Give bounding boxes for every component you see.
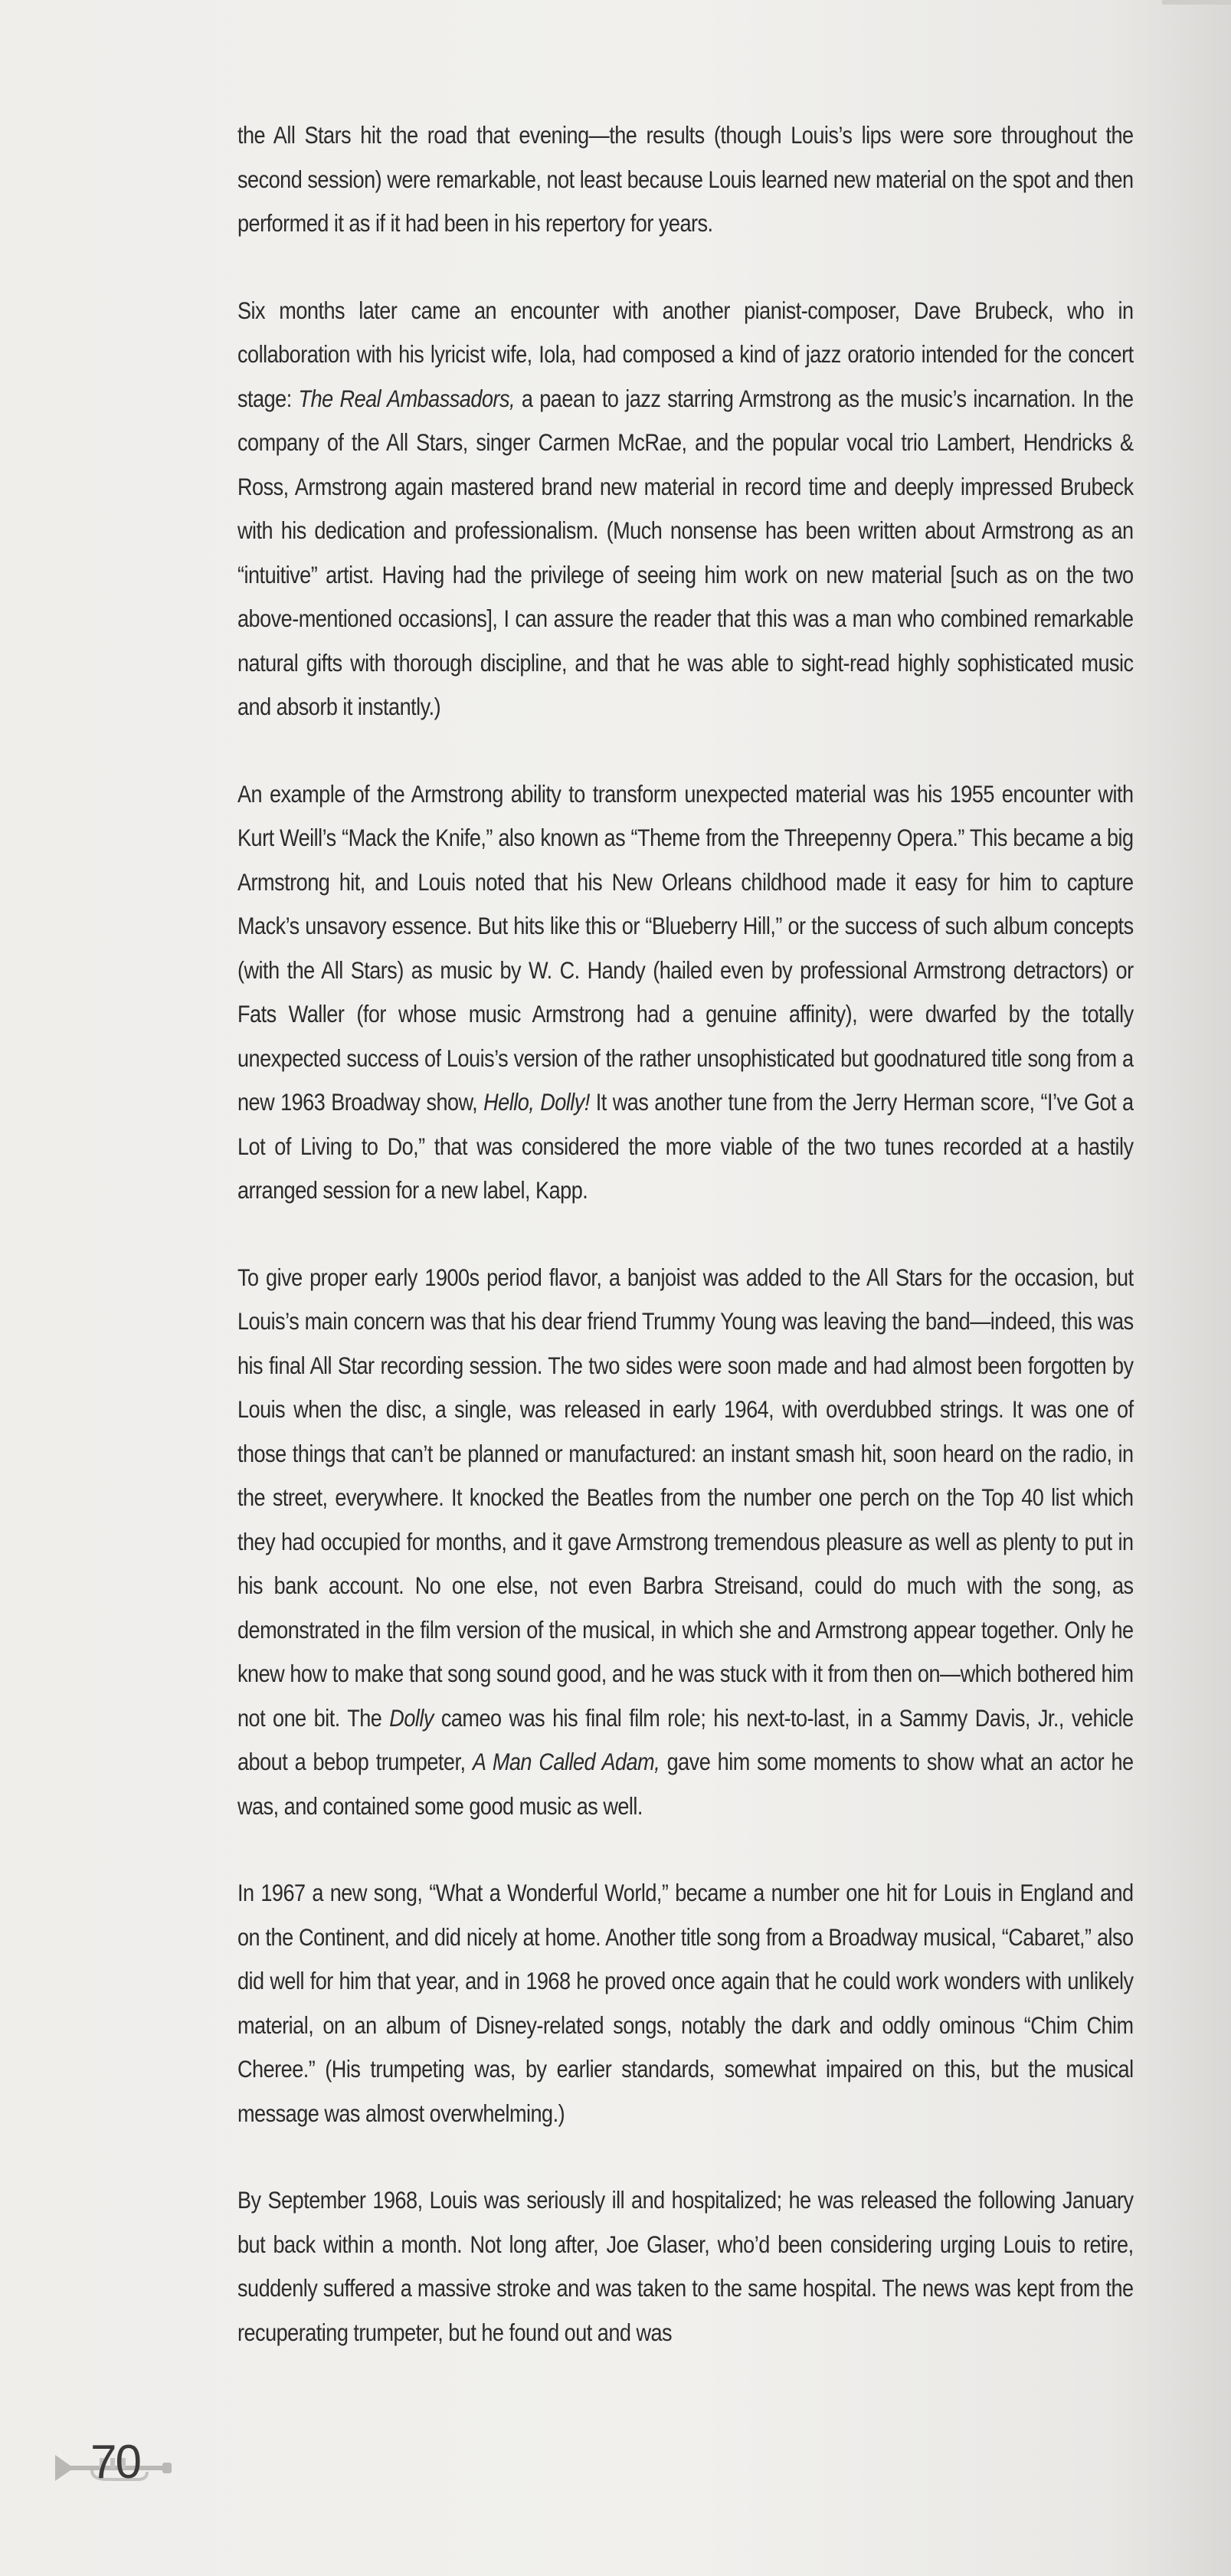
text-run: the All Stars hit the road that evening—the results (though Louis’s lips were sore throughout the second session) were remarkable, not least because Louis learned new material on the spot and then performed it as if it had been in his repertory for years. — [237, 121, 1134, 237]
body-text — [237, 113, 1134, 2355]
paragraph — [237, 2178, 1134, 2355]
paragraph — [237, 1256, 1134, 1829]
page-number: 70 — [90, 2436, 140, 2489]
text-run: An example of the Armstrong ability to transform unexpected material was his 1955 encounter with Kurt Weill’s “Mack the Knife,” also known as “Theme from the Threepenny Opera.” This became a big Armstrong hit, and Louis noted that his New Orleans childhood made it easy for him to capture Mack’s unsavory essence. But hits like this or “Blueberry Hill,” or the success of such album concepts (with the All Stars) as music by W. C. Handy (hailed even by professional Armstrong detractors) or Fats Waller (for whose music Armstrong had a genuine affinity), were dwarfed by the totally unexpected success of Louis’s version of the rather unsophisticated but goodnatured title song from a new 1963 Broadway show, — [237, 779, 1134, 1116]
paragraph — [237, 772, 1134, 1213]
italic-title: Hello, Dolly! — [483, 1088, 590, 1116]
text-run: By September 1968, Louis was seriously ill and hospitalized; he was released the following January but back within a month. Not long after, Joe Glaser, who’d been considering urging Louis to retire, suddenly suffered a massive stroke and was taken to the same hospital. The news was kept from the recuperating trumpeter, but he found out and was — [237, 2186, 1134, 2346]
text-run: In 1967 a new song, “What a Wonderful World,” became a number one hit for Louis in England and on the Continent, and did nicely at home. Another title song from a Broadway musical, “Cabaret,” also did well for him that year, and in 1968 he proved once again that he could work wonders with unlikely material, on an album of Disney-related songs, notably the dark and oddly ominous “Chim Chim Cheree.” (His trumpeting was, by earlier standards, somewhat impaired on this, but the musical message was almost overwhelming.) — [237, 1879, 1134, 2127]
text-run: cameo was his final film role; his next-to-last, in a Sammy Davis, Jr., vehicle about a bebop trumpeter, — [237, 1703, 1134, 1775]
text-run: a paean to jazz starring Armstrong as the music’s incarnation. In the company of the All Stars, singer Carmen McRae, and the popular vocal trio Lambert, Hendricks & Ross, Armstrong again mastered brand new material in record time and deeply impressed Brubeck with his dedication and professionalism. (Much nonsense has been written about Armstrong as an “intuitive” artist. Having had the privilege of seeing him work on new material [such as on the two above-mentioned occasions], I can assure the reader that this was a man who combined remarkable natural gifts with thorough discipline, and that he was able to sight-read highly sophisticated music and absorb it instantly.) — [237, 384, 1134, 720]
paragraph — [237, 1871, 1134, 2135]
text-run: It was another tune from the Jerry Herman score, “I’ve Got a Lot of Living to Do,” that was considered the more viable of the two tunes recorded at a hastily arranged session for a new label, Kapp. — [237, 1088, 1134, 1204]
italic-title: The Real Ambassadors, — [298, 384, 515, 412]
paragraph — [237, 113, 1134, 246]
text-run: gave him some moments to show what an actor he was, and contained some good music as well. — [237, 1748, 1134, 1820]
text-run: Six months later came an encounter with another pianist-composer, Dave Brubeck, who in collaboration with his lyricist wife, Iola, had composed a kind of jazz oratorio intended for the concert stage: — [237, 296, 1134, 412]
paragraph — [237, 289, 1134, 729]
text-run: To give proper early 1900s period flavor, a banjoist was added to the All Stars for the occasion, but Louis’s main concern was that his dear friend Trummy Young was leaving the band—indeed, this was his final All Star recording session. The two sides were soon made and had almost been forgotten by Louis when the disc, a single, was released in early 1964, with overdubbed strings. It was one of those things that can’t be planned or manufactured: an instant smash hit, soon heard on the radio, in the street, everywhere. It knocked the Beatles from the number one perch on the Top 40 list which they had occupied for months, and it gave Armstrong tremendous pleasure as well as plenty to put in his bank account. No one else, not even Barbra Streisand, could do much with the song, as demonstrated in the film version of the musical, in which she and Armstrong appear together. Only he knew how to make that song sound good, and he was stuck with it from then on—which bothered him not one bit. The — [237, 1263, 1134, 1732]
italic-title: A Man Called Adam, — [472, 1748, 660, 1775]
page-edge — [1162, 0, 1231, 5]
italic-title: Dolly — [389, 1703, 434, 1732]
